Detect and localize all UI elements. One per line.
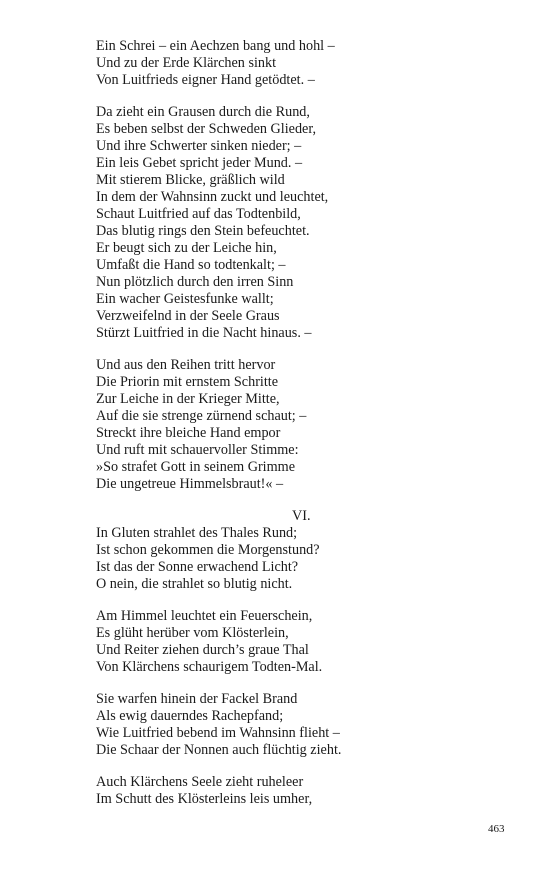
verse-line: Streckt ihre bleiche Hand empor xyxy=(96,425,281,441)
verse-line: Von Luitfrieds eigner Hand getödtet. – xyxy=(96,72,315,88)
verse-line: In Gluten strahlet des Thales Rund; xyxy=(96,525,298,541)
verse-line: Die Schaar der Nonnen auch flüchtig zieht. xyxy=(96,742,342,758)
verse-line: Auch Klärchens Seele zieht ruheleer xyxy=(96,774,304,790)
verse-line: Stürzt Luitfried in die Nacht hinaus. – xyxy=(96,325,312,341)
verse-line: Am Himmel leuchtet ein Feuerschein, xyxy=(96,608,313,624)
verse-line: Und aus den Reihen tritt hervor xyxy=(96,357,276,373)
verse-line: Umfaßt die Hand so todtenkalt; – xyxy=(96,257,286,273)
verse-line: Da zieht ein Grausen durch die Rund, xyxy=(96,104,310,120)
verse-line: Wie Luitfried bebend im Wahnsinn flieht – xyxy=(96,725,340,741)
verse-line: Als ewig dauerndes Rachepfand; xyxy=(96,708,284,724)
stanza xyxy=(96,357,496,493)
verse-line: Sie warfen hinein der Fackel Brand xyxy=(96,691,298,707)
poem-text xyxy=(96,38,496,823)
page-number: 463 xyxy=(488,823,505,835)
verse-line: Auf die sie strenge zürnend schaut; – xyxy=(96,408,307,424)
verse-line: Das blutig rings den Stein befeuchtet. xyxy=(96,223,310,239)
verse-line: Ein wacher Geistesfunke wallt; xyxy=(96,291,274,307)
stanza xyxy=(96,774,496,808)
verse-line: Von Klärchens schaurigem Todten-Mal. xyxy=(96,659,323,675)
verse-line: Es beben selbst der Schweden Glieder, xyxy=(96,121,317,137)
stanza xyxy=(96,525,496,593)
verse-line: Ist das der Sonne erwachend Licht? xyxy=(96,559,299,575)
verse-line: Die ungetreue Himmelsbraut!« – xyxy=(96,476,284,492)
poem-section-vi xyxy=(96,525,496,808)
verse-line: »So strafet Gott in seinem Grimme xyxy=(96,459,295,475)
verse-line: Im Schutt des Klösterleins leis umher, xyxy=(96,791,313,807)
verse-line: Die Priorin mit ernstem Schritte xyxy=(96,374,279,390)
verse-line: In dem der Wahnsinn zuckt und leuchtet, xyxy=(96,189,329,205)
stanza xyxy=(96,104,496,342)
stanza xyxy=(96,691,496,759)
verse-line: O nein, die strahlet so blutig nicht. xyxy=(96,576,293,592)
verse-line: Und ihre Schwerter sinken nieder; – xyxy=(96,138,302,154)
stanza xyxy=(96,38,496,89)
verse-line: Nun plötzlich durch den irren Sinn xyxy=(96,274,294,290)
verse-line: Verzweifelnd in der Seele Graus xyxy=(96,308,280,324)
verse-line: Zur Leiche in der Krieger Mitte, xyxy=(96,391,280,407)
poem-section-v-end xyxy=(96,38,496,493)
verse-line: Und Reiter ziehen durch’s graue Thal xyxy=(96,642,309,658)
verse-line: Und ruft mit schauervoller Stimme: xyxy=(96,442,299,458)
verse-line: Ist schon gekommen die Morgenstund? xyxy=(96,542,320,558)
verse-line: Ein Schrei – ein Aechzen bang und hohl – xyxy=(96,38,335,54)
verse-line: Es glüht herüber vom Klösterlein, xyxy=(96,625,289,641)
stanza xyxy=(96,608,496,676)
section-heading: VI. xyxy=(292,508,311,524)
verse-line: Ein leis Gebet spricht jeder Mund. – xyxy=(96,155,303,171)
verse-line: Er beugt sich zu der Leiche hin, xyxy=(96,240,277,256)
verse-line: Mit stierem Blicke, gräßlich wild xyxy=(96,172,285,188)
verse-line: Und zu der Erde Klärchen sinkt xyxy=(96,55,277,71)
verse-line: Schaut Luitfried auf das Todtenbild, xyxy=(96,206,301,222)
